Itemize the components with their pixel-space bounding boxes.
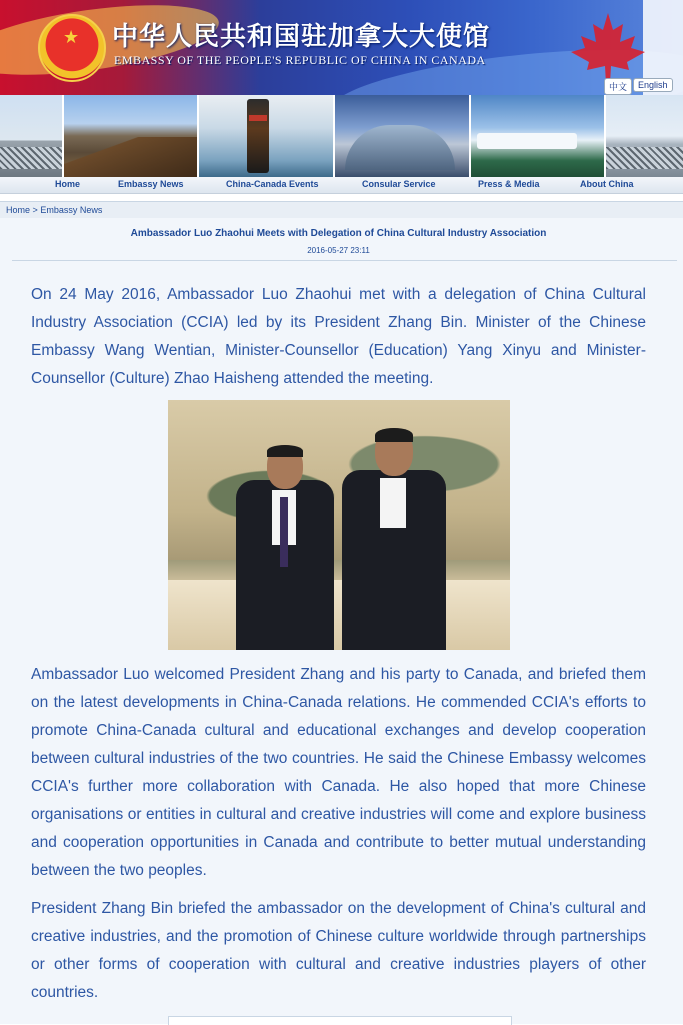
nav-home[interactable]: Home <box>55 179 81 189</box>
article-paragraph: President Zhang Bin briefed the ambassador on the development of China's cultural and creative industries, and the promotion of Chinese culture worldwide through partnerships or other forms of cooperation with cultural and creative industries players of other countries. <box>31 900 646 1001</box>
maple-leaf-icon <box>563 8 653 88</box>
breadcrumb-separator: > <box>32 205 38 215</box>
article-paragraph: On 24 May 2016, Ambassador Luo Zhaohui met with a delegation of China Cultural Industry Association (CCIA) led by its President Zhang Bin. Minister of the Chinese Embassy Wang Wentian, Minister-Counsellor (Education) Yang Xinyu and Minister-Counsellor (Culture) Zhao Haisheng attended the meeting. <box>31 286 646 387</box>
breadcrumb-bar <box>0 201 683 219</box>
main-nav <box>0 177 683 194</box>
article-content <box>0 218 683 1024</box>
article-title: Ambassador Luo Zhaohui Meets with Delegation of China Cultural Industry Association <box>130 228 547 239</box>
nav-embassy-news[interactable]: Embassy News <box>118 179 184 189</box>
article-paragraph: Ambassador Luo welcomed President Zhang and his party to Canada, and briefed them on the latest developments in China-Canada relations. He commended CCIA's efforts to promote China-Canada cultural and educational exchanges and develop cooperation between cultural industries of the two countries. He said the Chinese Embassy welcomes CCIA's further more collaboration with Canada. He also hoped that more Chinese organisations or entities in cultural and creative industries will come and explore business and cooperation opportunities in Canada and contribute to better mutual understanding between the two peoples. <box>31 666 646 879</box>
birds-nest-photo <box>0 95 62 177</box>
grand-theatre-photo <box>335 95 469 177</box>
site-banner <box>0 0 683 95</box>
meeting-photo <box>168 400 510 650</box>
language-chinese-link[interactable]: 中文 <box>604 78 632 95</box>
language-english-link[interactable]: English <box>633 78 673 92</box>
divider <box>12 260 677 261</box>
photo-strip <box>0 95 683 177</box>
great-wall-photo <box>64 95 198 177</box>
breadcrumb-current-link[interactable]: Embassy News <box>40 205 103 215</box>
niagara-falls-photo <box>471 95 605 177</box>
nav-about-china[interactable]: About China <box>580 179 634 189</box>
article-date: 2016-05-27 23:11 <box>307 246 370 255</box>
person-right <box>338 428 450 650</box>
totem-pole-photo <box>199 95 333 177</box>
site-title-chinese: 中华人民共和国驻加拿大大使馆 <box>112 22 491 52</box>
national-emblem-icon[interactable] <box>38 14 106 82</box>
nav-china-canada-events[interactable]: China-Canada Events <box>226 179 319 189</box>
stadium-photo <box>606 95 683 177</box>
breadcrumb <box>6 205 102 215</box>
person-left <box>232 445 338 650</box>
nav-consular-service[interactable]: Consular Service <box>362 179 436 189</box>
star-icon: ★ <box>63 27 80 47</box>
site-title-english: EMBASSY OF THE PEOPLE'S REPUBLIC OF CHINA IN CANADA <box>114 53 486 67</box>
breadcrumb-home-link[interactable]: Home <box>6 205 31 215</box>
nav-press-media[interactable]: Press & Media <box>478 179 540 189</box>
